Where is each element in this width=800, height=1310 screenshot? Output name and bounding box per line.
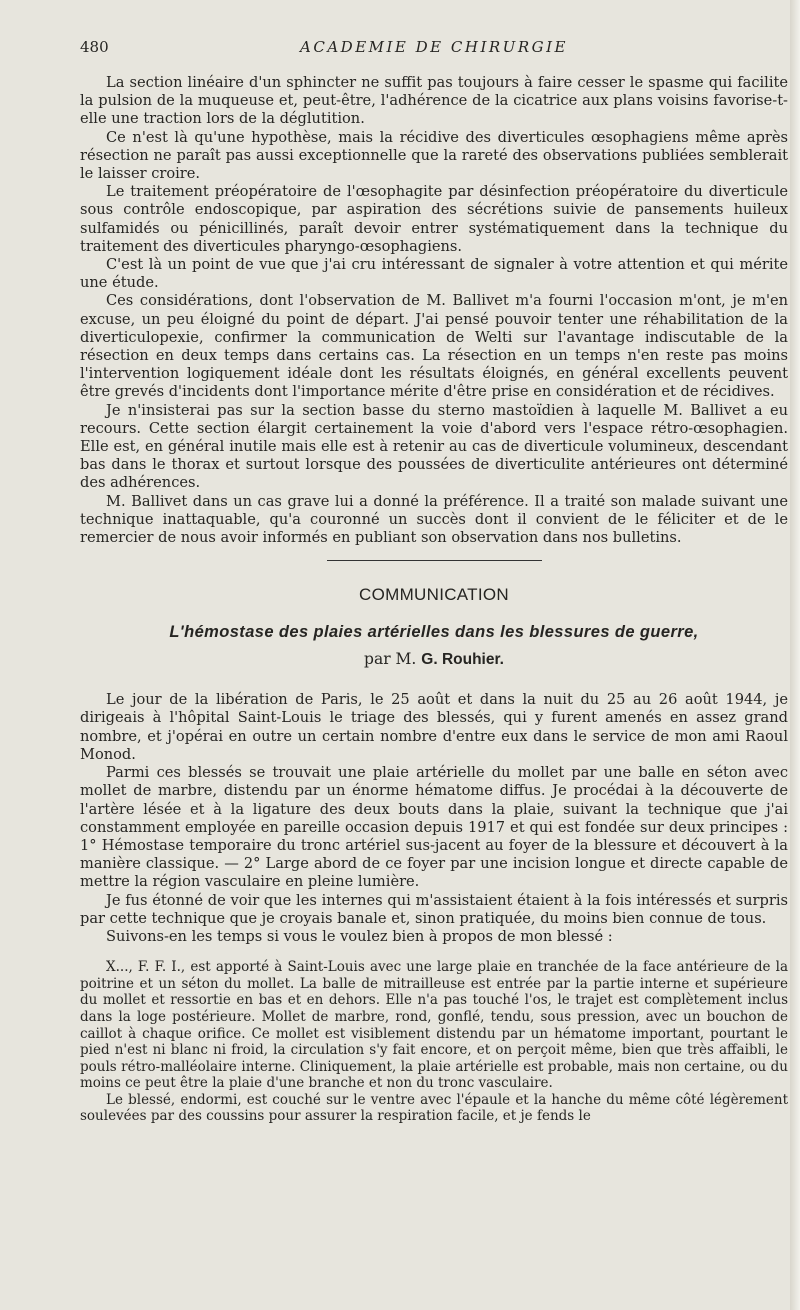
- byline: [80, 650, 788, 669]
- paragraph: Je fus étonné de voir que les internes qui m'assistaient étaient à la fois intéressés et surpris par cette technique que je croyais banale et, sinon pratiquée, du moins bien connue de tous.: [80, 891, 788, 927]
- paragraph: C'est là un point de vue que j'ai cru intéressant de signaler à votre attention et qui mérite une étude.: [80, 256, 788, 292]
- paragraph: Ce n'est là qu'une hypothèse, mais la récidive des diverticules œsophagiens même après résection ne paraît pas aussi exceptionnelle que la rareté des observations publiées semblerait le laisser croire.: [80, 128, 788, 183]
- page-edge: [790, 0, 800, 1310]
- paragraph: Suivons-en les temps si vous le voulez bien à propos de mon blessé :: [106, 927, 613, 945]
- paragraph: M. Ballivet dans un cas grave lui a donné la préférence. Il a traité son malade suivant une technique inattaquable, qu'a couronné un succès dont il convient de le féliciter et de le remercier de nous avoir informés en publiant son observation dans nos bulletins.: [80, 492, 788, 547]
- paragraph: La section linéaire d'un sphincter ne suffit pas toujours à faire cesser le spasme qui facilite la pulsion de la muqueuse et, peut-être, l'adhérence de la cicatrice aux plans voisins favorise-t-elle une traction lors de la déglutition.: [80, 74, 788, 128]
- paragraph: Ces considérations, dont l'observation de M. Ballivet m'a fourni l'occasion m'ont, je m'en excuse, un peu éloigné du point de départ. J'ai pensé pouvoir tenter une réhabilitation de la diverticulopexie, confirmer la communication de Welti sur l'avantage indiscutable de la résection en deux temps dans certains cas. La résection en un temps n'en reste pas moins l'intervention logiquement idéale dont les résultats éloignés, en général excellents peuvent être grevés d'incidents dont l'importance mérite d'être prise en considération et de récidives.: [80, 292, 788, 401]
- section-divider: [327, 560, 542, 561]
- communication-text: [80, 691, 788, 946]
- paragraph: Parmi ces blessés se trouvait une plaie artérielle du mollet par une balle en séton avec mollet de marbre, distendu par un énorme hématome diffus. Je procédai à la découverte de l'artère lésée et à la ligature des deux bouts dans la plaie, suivant la technique que j'ai constamment employée en pareille occasion depuis 1917 et qui est fondée sur deux principes : 1° Hémostase temporaire du tronc artériel sus-jacent au foyer de la blessure et découvert à la manière classique. — 2° Large abord de ce foyer par une incision longue et directe capable de mettre la région vasculaire en pleine lumière.: [80, 764, 788, 891]
- case-paragraph: X..., F. F. I., est apporté à Saint-Louis avec une large plaie en tranchée de la face antérieure de la poitrine et un séton du mollet. La balle de mitrailleuse est entrée par la partie interne et supérieure du mollet et ressortie en bas et en dehors. Elle n'a pas touché l'os, le trajet est complètement inclus dans la loge postérieure. Mollet de marbre, rond, gonflé, tendu, sous pression, avec un bouchon de caillot à chaque orifice. Ce mollet est visiblement distendu par un hématome important, pourtant le pied n'est ni blanc ni froid, la circulation s'y fait encore, et on perçoit même, bien que très affaibli, le pouls rétro-malléolaire interne. Cliniquement, la plaie artérielle est probable, mais non certaine, ou du moins ce peut être la plaie d'une branche et non du tronc vasculaire.: [80, 959, 788, 1092]
- section-heading: COMMUNICATION: [359, 585, 509, 605]
- article-title: L'hémostase des plaies artérielles dans les blessures de guerre,: [169, 623, 699, 642]
- paragraph: Le traitement préopératoire de l'œsophagite par désinfection préopératoire du diverticule sous contrôle endoscopique, par aspiration des sécrétions suivie de pansements huileux sulfamidés ou pénicillinés, paraît devoir entrer systématiquement dans la technique du traitement des diverticules pharyngo-œsophagiens.: [80, 183, 788, 255]
- paragraph: Le jour de la libération de Paris, le 25 août et dans la nuit du 25 au 26 août 1944, je dirigeais à l'hôpital Saint-Louis le triage des blessés, qui y furent amenés en assez grand nombre, et j'opérai en outre un certain nombre d'entre eux dans le service de mon ami Raoul Monod.: [80, 691, 788, 763]
- running-title: ACADEMIE DE CHIRURGIE: [300, 38, 568, 56]
- discussion-text: [80, 74, 788, 547]
- page-header: [80, 38, 788, 64]
- paragraph: Je n'insisterai pas sur la section basse du sterno mastoïdien à laquelle M. Ballivet a eu recours. Cette section élargit certainement la voie d'abord vers l'espace rétro-œsophagien. Elle est, en général inutile mais elle est à retenir au cas de diverticule volumineux, descendant bas dans le thorax et surtout lorsque des poussées de diverticulite antérieures ont déterminé des adhérences.: [80, 401, 788, 492]
- author-name: G. Rouhier.: [421, 651, 504, 669]
- page-number: 480: [80, 38, 109, 56]
- byline-label: par M.: [364, 650, 417, 669]
- case-paragraph: Le blessé, endormi, est couché sur le ventre avec l'épaule et la hanche du même côté légèrement soulevées par des coussins pour assurer la respiration facile, et je fends le: [80, 1091, 788, 1125]
- case-report: [80, 959, 788, 1125]
